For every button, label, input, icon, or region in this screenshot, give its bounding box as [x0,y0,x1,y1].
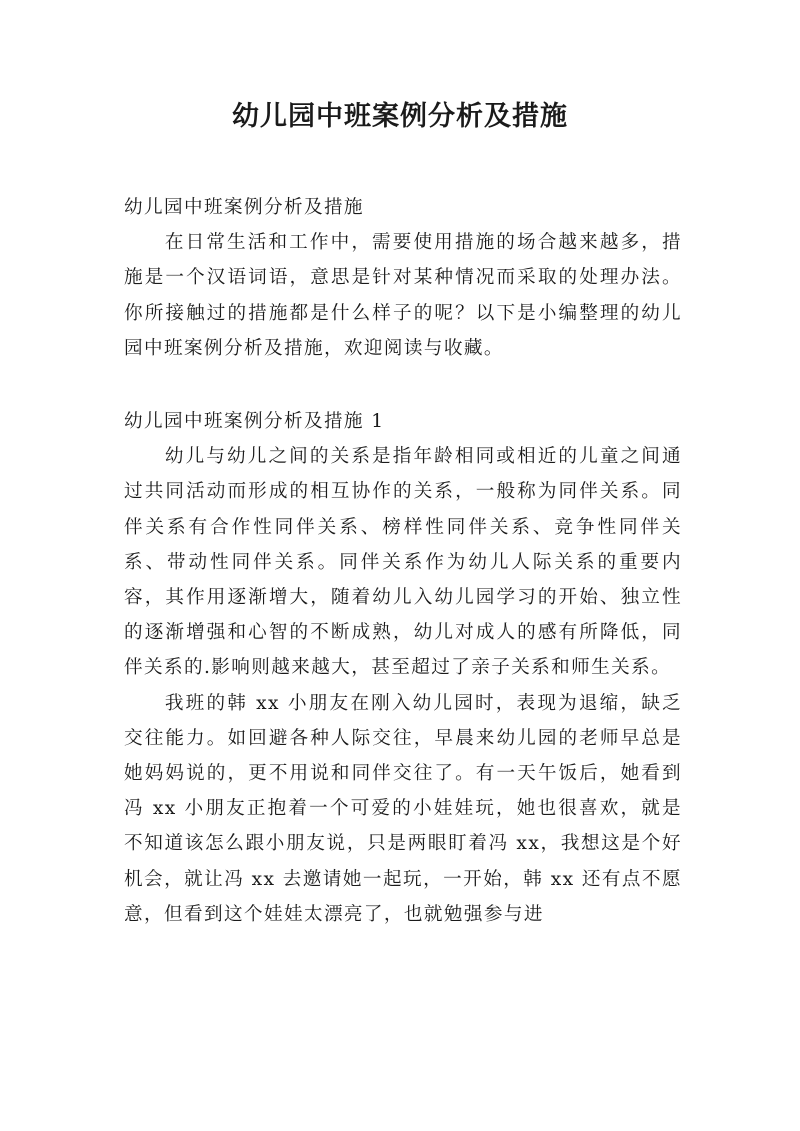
document-title: 幼儿园中班案例分析及措施 [232,101,568,132]
section-1-paragraph-1: 幼儿与幼儿之间的关系是指年龄相同或相近的儿童之间通过共同活动而形成的相互协作的关系，一般称为同伴关系。同伴关系有合作性同伴关系、榜样性同伴关系、竞争性同伴关系、带动性同伴关系。同伴关系作为幼儿人际关系的重要内容，其作用逐渐增大，随着幼儿入幼儿园学习的开始、独立性的逐渐增强和心智的不断成熟，幼儿对成人的感有所降低，同伴关系的.影响则越来越大，甚至超过了亲子关系和师生关系。 [124,446,682,679]
section-spacer [124,366,682,404]
section-1-heading: 幼儿园中班案例分析及措施 1 [124,411,385,433]
intro-heading: 幼儿园中班案例分析及措施 [124,197,364,218]
document-body [124,190,682,932]
section-1-paragraph-2: 我班的韩 xx 小朋友在刚入幼儿园时，表现为退缩，缺乏交往能力。如回避各种人际交往，早晨来幼儿园的老师早总是她妈妈说的，更不用说和同伴交往了。有一天午饭后，她看到冯 xx 小朋友正抱着一个可爱的小娃娃玩，她也很喜欢，就是不知道该怎么跟小朋友说，只是两眼盯着冯 xx，我想这是个好机会，就让冯 xx 去邀请她一起玩，一开始，韩 xx 还有点不愿意，但看到这个娃娃太漂亮了，也就勉强参与进 [124,692,682,925]
intro-paragraph: 在日常生活和工作中，需要使用措施的场合越来越多，措施是一个汉语词语，意思是针对某种情况而采取的处理办法。你所接触过的措施都是什么样子的呢？以下是小编整理的幼儿园中班案例分析及措施，欢迎阅读与收藏。 [124,232,682,359]
